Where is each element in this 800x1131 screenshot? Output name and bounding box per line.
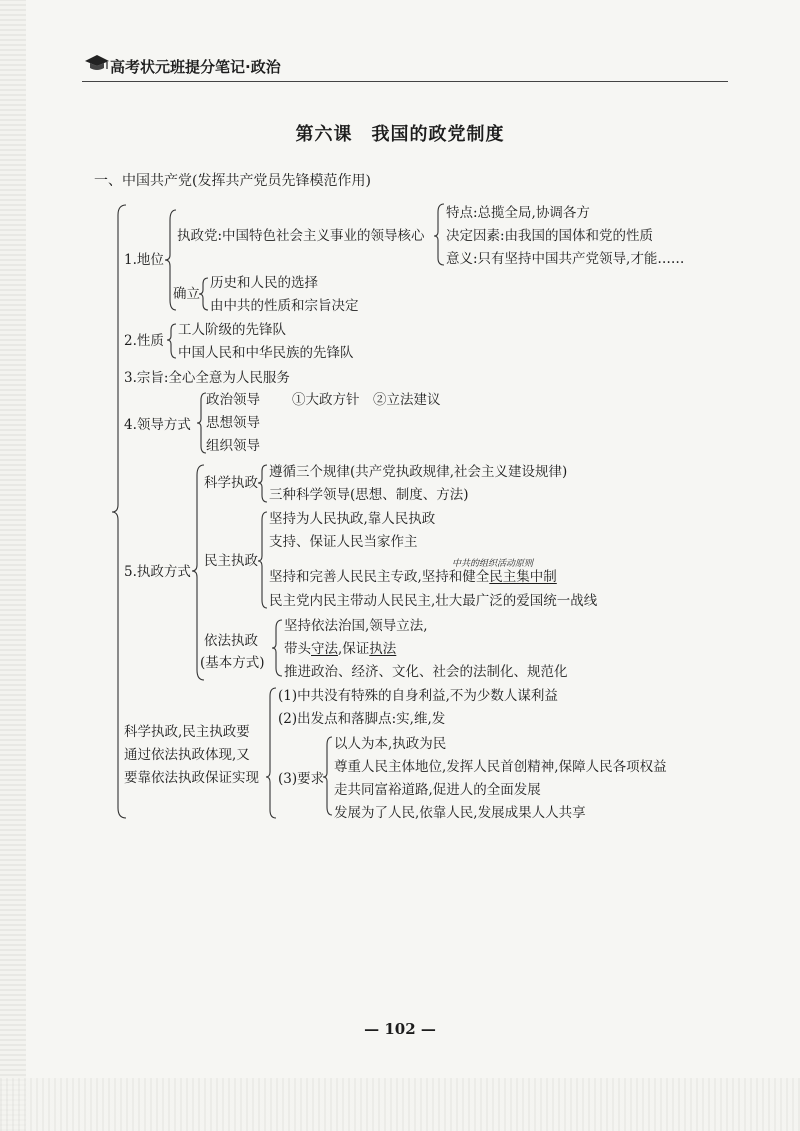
democratic-item-2: 支持、保证人民当家作主 (269, 534, 418, 550)
requirement-3: 走共同富裕道路,促进人的全面发展 (334, 782, 541, 798)
law-abide: 守法 (311, 641, 338, 657)
governance-bracket (192, 465, 204, 680)
ruling-feature: 特点:总揽全局,协调各方 (446, 205, 590, 221)
democratic-item-4: 民主党内民主带动人民民主,壮大最广泛的爱国统一战线 (269, 593, 598, 609)
nature-item-1: 工人阶级的先锋队 (178, 322, 286, 338)
governance-label: 5.执政方式 (124, 564, 191, 580)
established-label: 确立 (173, 286, 200, 302)
summary-label-line-3: 要靠依法执政保证实现 (124, 770, 259, 786)
leadership-bracket (197, 393, 206, 453)
requirements-bracket (323, 737, 332, 815)
leadership-political: 政治领导 (206, 392, 260, 408)
democratic-item-3-text: 坚持和完善人民民主专政,坚持和健全 (269, 569, 490, 585)
requirement-4: 发展为了人民,依靠人民,发展成果人人共享 (334, 805, 586, 821)
democratic-centralism-note: 中共的组织活动原则 (452, 559, 534, 569)
law-item-2c: ,保证 (338, 641, 370, 657)
law-item-2 (284, 640, 396, 658)
section-heading: 一、中国共产党(发挥共产党员先锋模范作用) (94, 173, 371, 189)
democratic-centralism: 民主集中制 (489, 569, 557, 585)
nature-item-2: 中国人民和中华民族的先锋队 (178, 345, 354, 361)
summary-item-1: (1)中共没有特殊的自身利益,不为少数人谋利益 (278, 688, 558, 704)
requirement-1: 以人为本,执政为民 (334, 736, 447, 752)
ruling-bracket (434, 204, 444, 265)
summary-label-line-2: 通过依法执政体现,又 (124, 747, 250, 763)
page-number: — 102 — (364, 1020, 436, 1038)
law-sublabel: (基本方式) (200, 655, 265, 671)
header-title: 高考状元班提分笔记·政治 (110, 58, 281, 76)
established-bracket (199, 278, 208, 310)
purpose-text: 3.宗旨:全心全意为人民服务 (124, 370, 290, 386)
status-label: 1.地位 (124, 252, 164, 268)
scientific-bracket (258, 465, 267, 502)
law-item-2a: 带头 (284, 641, 311, 657)
democratic-item-3 (269, 568, 557, 586)
ruling-party-text: 执政党:中国特色社会主义事业的领导核心 (177, 228, 425, 244)
leadership-ideological: 思想领导 (206, 415, 260, 431)
nature-bracket (167, 324, 176, 358)
summary-bracket (266, 688, 276, 818)
democratic-bracket (258, 512, 267, 608)
lesson-title: 第六课 我国的政党制度 (295, 124, 505, 145)
scientific-item-2: 三种科学领导(思想、制度、方法) (269, 487, 469, 503)
law-item-3: 推进政治、经济、文化、社会的法制化、规范化 (284, 664, 568, 680)
law-bracket (272, 620, 282, 676)
summary-label-line-1: 科学执政,民主执政要 (124, 724, 250, 740)
nature-label: 2.性质 (124, 333, 164, 349)
scientific-item-1: 遵循三个规律(共产党执政规律,社会主义建设规律) (269, 464, 568, 480)
political-note: ①大政方针 ②立法建议 (292, 392, 441, 408)
leadership-organizational: 组织领导 (206, 438, 260, 454)
scientific-label: 科学执政 (204, 475, 258, 491)
democratic-item-1: 坚持为人民执政,靠人民执政 (269, 511, 436, 527)
established-item-2: 由中共的性质和宗旨决定 (210, 298, 359, 314)
democratic-label: 民主执政 (204, 553, 258, 569)
established-item-1: 历史和人民的选择 (210, 275, 318, 291)
ruling-significance: 意义:只有坚持中国共产党领导,才能…… (446, 251, 685, 267)
ruling-determinant: 决定因素:由我国的国体和党的性质 (446, 228, 654, 244)
law-item-1: 坚持依法治国,领导立法, (284, 618, 428, 634)
leadership-label: 4.领导方式 (124, 417, 191, 433)
law-enforce: 执法 (369, 641, 397, 657)
summary-item-2: (2)出发点和落脚点:实,维,发 (278, 711, 446, 727)
requirement-2: 尊重人民主体地位,发挥人民首创精神,保障人民各项权益 (334, 759, 667, 775)
requirements-label: (3)要求 (278, 771, 325, 787)
law-label: 依法执政 (204, 633, 258, 649)
